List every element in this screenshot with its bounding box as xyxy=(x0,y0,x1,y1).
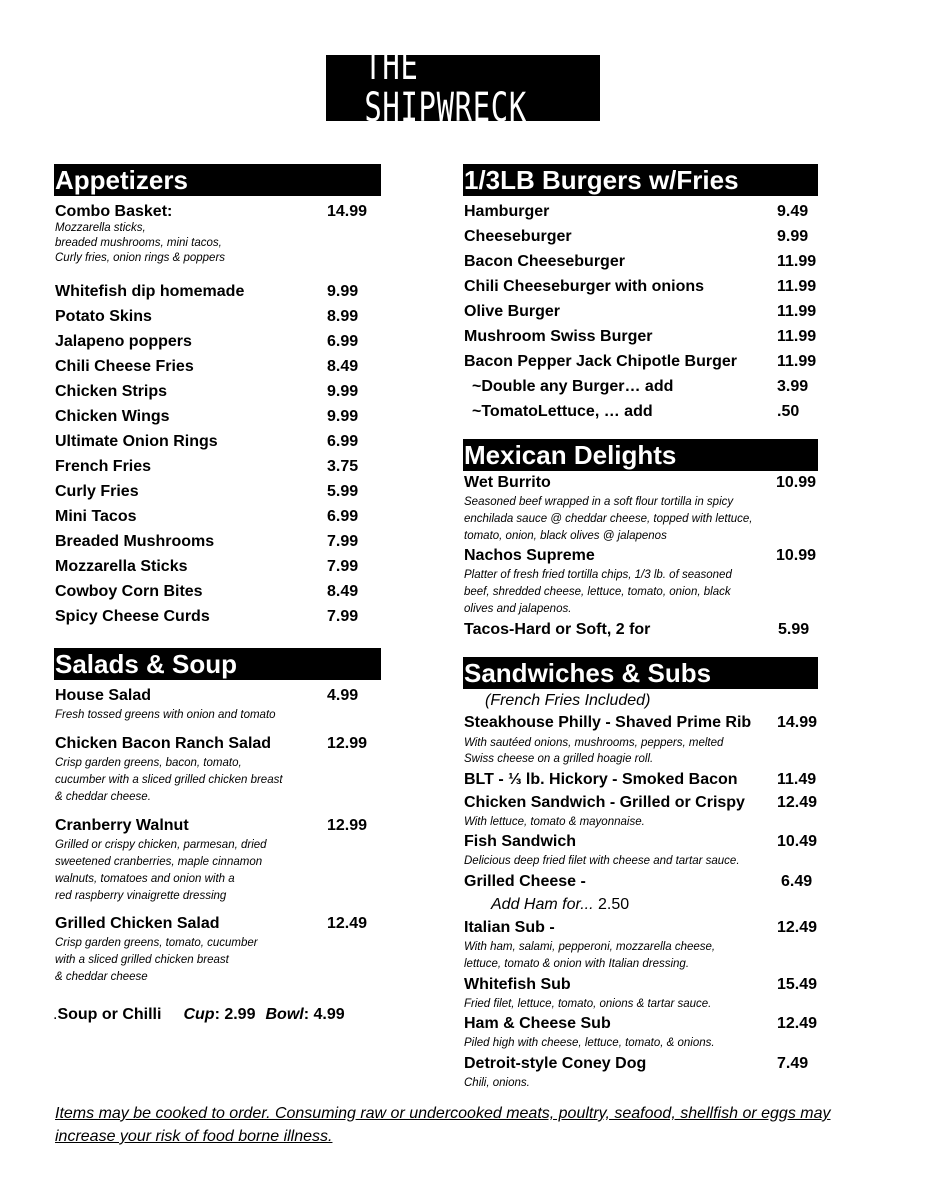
salad-desc: sweetened cranberries, maple cinnamon xyxy=(55,856,263,868)
menu-item-price: 9.99 xyxy=(777,228,809,245)
sandwich-desc: With sautéed onions, mushrooms, peppers, melted xyxy=(464,737,724,749)
sandwich-price: 11.49 xyxy=(777,771,817,788)
logo xyxy=(326,42,600,131)
menu-item-price: 3.99 xyxy=(777,378,809,395)
menu-item-price: 6.99 xyxy=(327,508,359,525)
salad-name: Cranberry Walnut xyxy=(55,817,189,834)
sandwich-name: Italian Sub - xyxy=(464,919,555,936)
mexican-item-desc: enchilada sauce @ cheddar cheese, topped with lettuce, xyxy=(464,513,753,525)
menu-item-name: Curly Fries xyxy=(55,483,139,500)
sandwich-name: Chicken Sandwich - Grilled or Crispy xyxy=(464,794,745,811)
sandwich-name: BLT - ⅓ lb. Hickory - Smoked Bacon xyxy=(464,771,738,788)
mexican-item-desc: Platter of fresh fried tortilla chips, 1/3 lb. of seasoned xyxy=(464,569,732,581)
menu-item-price: 7.99 xyxy=(327,533,359,550)
salad-price: 12.99 xyxy=(327,735,368,752)
menu-item-price: 11.99 xyxy=(777,328,817,345)
menu-item-name: French Fries xyxy=(55,458,152,475)
menu-item-name: Potato Skins xyxy=(55,308,152,325)
logo-text: THE SHIPWRECK xyxy=(364,45,561,132)
menu-item-price: 8.49 xyxy=(327,358,359,375)
soup-bowl-label: Bowl xyxy=(265,1006,304,1023)
mexican-item-name: Wet Burrito xyxy=(464,474,551,491)
menu-item-name: Ultimate Onion Rings xyxy=(55,433,218,450)
food-safety-disclaimer: Items may be cooked to order. Consuming raw or undercooked meats, poultry, seafood, shellfish or eggs may increase your risk of food borne illness. xyxy=(55,1105,831,1145)
mexican-item-price: 10.99 xyxy=(776,547,817,564)
sandwich-price: 12.49 xyxy=(777,794,818,811)
combo-desc-2: breaded mushrooms, mini tacos, xyxy=(55,237,222,249)
menu-item-price: 9.49 xyxy=(777,203,809,220)
sandwich-name: Grilled Cheese - xyxy=(464,873,586,890)
salad-name: Chicken Bacon Ranch Salad xyxy=(55,735,272,752)
salad-desc: cucumber with a sliced grilled chicken breast xyxy=(55,774,283,786)
menu-item-name: Bacon Pepper Jack Chipotle Burger xyxy=(464,353,737,370)
mexican-item-desc: olives and jalapenos. xyxy=(464,603,572,615)
menu-item-name: Bacon Cheeseburger xyxy=(464,253,625,270)
combo-price: 14.99 xyxy=(327,203,368,220)
menu-item-name: ~TomatoLettuce, … add xyxy=(472,403,653,420)
menu-item-name: Spicy Cheese Curds xyxy=(55,608,210,625)
menu-item-name: Hamburger xyxy=(464,203,550,220)
soup-cup-label: Cup xyxy=(183,1006,215,1023)
combo-desc-1: Mozzarella sticks, xyxy=(55,222,146,234)
menu-item-name: Cowboy Corn Bites xyxy=(55,583,203,600)
menu-item-price: 9.99 xyxy=(327,383,359,400)
menu-item-price: 11.99 xyxy=(777,253,817,270)
appetizers-header: Appetizers xyxy=(54,164,381,196)
mexican-header: Mexican Delights xyxy=(463,439,818,471)
sandwich-name: Detroit-style Coney Dog xyxy=(464,1055,647,1072)
menu-item-name: Mushroom Swiss Burger xyxy=(464,328,653,345)
soup-line xyxy=(53,1006,345,1024)
menu-item-name: Mozzarella Sticks xyxy=(55,558,188,575)
soup-cup-price: : 2.99 xyxy=(214,1006,256,1023)
menu-item-price: 3.75 xyxy=(327,458,359,475)
sandwich-name: Ham & Cheese Sub xyxy=(464,1015,611,1032)
menu-item-name: Whitefish dip homemade xyxy=(55,283,245,300)
sandwich-desc: With ham, salami, pepperoni, mozzarella cheese, xyxy=(464,941,716,953)
menu-item-price: 9.99 xyxy=(327,283,359,300)
salad-desc: & cheddar cheese. xyxy=(55,791,151,803)
salad-price: 4.99 xyxy=(327,687,359,704)
salad-price: 12.99 xyxy=(327,817,368,834)
sandwich-price: 15.49 xyxy=(777,976,818,993)
salad-price: 12.49 xyxy=(327,915,368,932)
sandwich-price: 10.49 xyxy=(777,833,818,850)
sandwich-desc: Fried filet, lettuce, tomato, onions & tartar sauce. xyxy=(464,998,712,1010)
menu-item-name: Chili Cheese Fries xyxy=(55,358,194,375)
sandwiches-subtitle: (French Fries Included) xyxy=(485,692,651,709)
mexican-item-desc: Seasoned beef wrapped in a soft flour tortilla in spicy xyxy=(464,496,734,508)
sandwich-name: Steakhouse Philly - Shaved Prime Rib xyxy=(464,714,752,731)
menu-item-price: 6.99 xyxy=(327,433,359,450)
soup-name: Soup or Chilli xyxy=(57,1006,162,1023)
sandwich-price: 7.49 xyxy=(777,1055,809,1072)
menu-item-name: Chicken Wings xyxy=(55,408,170,425)
menu-item-price: 11.99 xyxy=(777,303,817,320)
menu-item-price: 11.99 xyxy=(777,278,817,295)
ham-addon xyxy=(491,896,629,914)
mexican-item-name: Tacos-Hard or Soft, 2 for xyxy=(464,621,651,638)
salad-desc: Fresh tossed greens with onion and tomato xyxy=(55,709,276,721)
sandwich-price: 14.99 xyxy=(777,714,818,731)
menu-item-name: Jalapeno poppers xyxy=(55,333,192,350)
mexican-item-price: 10.99 xyxy=(776,474,817,491)
menu-item-name: ~Double any Burger… add xyxy=(472,378,674,395)
menu-item-name: Chili Cheeseburger with onions xyxy=(464,278,705,295)
ham-addon-price: 2.50 xyxy=(593,896,630,913)
mexican-item-name: Nachos Supreme xyxy=(464,547,595,564)
menu-item-name: Mini Tacos xyxy=(55,508,137,525)
menu-item-price: .50 xyxy=(777,403,800,420)
soup-prefix: . xyxy=(53,1006,58,1023)
salad-desc: Crisp garden greens, bacon, tomato, xyxy=(55,757,242,769)
sandwich-desc: lettuce, tomato & onion with Italian dressing. xyxy=(464,958,690,970)
sandwich-desc: Delicious deep fried filet with cheese and tartar sauce. xyxy=(464,855,740,867)
menu-item-price: 6.99 xyxy=(327,333,359,350)
menu-item-price: 7.99 xyxy=(327,608,359,625)
menu-item-name: Chicken Strips xyxy=(55,383,168,400)
menu-item-price: 11.99 xyxy=(777,353,817,370)
ham-addon-label: Add Ham for... xyxy=(491,896,594,913)
soup-bowl-price: : 4.99 xyxy=(303,1006,345,1023)
mexican-item-desc: tomato, onion, black olives @ jalapenos xyxy=(464,530,667,542)
sandwich-price: 12.49 xyxy=(777,1015,818,1032)
sandwiches-header: Sandwiches & Subs xyxy=(463,657,818,689)
sandwich-name: Whitefish Sub xyxy=(464,976,571,993)
menu-item-price: 8.49 xyxy=(327,583,359,600)
sandwich-price: 6.49 xyxy=(781,873,813,890)
sandwich-desc: With lettuce, tomato & mayonnaise. xyxy=(464,816,645,828)
sandwich-desc: Swiss cheese on a grilled hoagie roll. xyxy=(464,753,654,765)
menu-item-name: Cheeseburger xyxy=(464,228,572,245)
salad-name: House Salad xyxy=(55,687,152,704)
menu-item-price: 9.99 xyxy=(327,408,359,425)
salad-desc: & cheddar cheese xyxy=(55,971,148,983)
salad-desc: Grilled or crispy chicken, parmesan, dried xyxy=(55,839,267,851)
burgers-header: 1/3LB Burgers w/Fries xyxy=(463,164,818,196)
sandwich-price: 12.49 xyxy=(777,919,818,936)
menu-item-name: Olive Burger xyxy=(464,303,561,320)
mexican-item-desc: beef, shredded cheese, lettuce, tomato, onion, black xyxy=(464,586,731,598)
combo-desc-3: Curly fries, onion rings & poppers xyxy=(55,252,226,264)
menu-item-price: 5.99 xyxy=(327,483,359,500)
menu-item-name: Breaded Mushrooms xyxy=(55,533,215,550)
sandwich-desc: Piled high with cheese, lettuce, tomato, & onions. xyxy=(464,1037,715,1049)
salad-desc: Crisp garden greens, tomato, cucumber xyxy=(55,937,258,949)
salad-desc: walnuts, tomatoes and onion with a xyxy=(55,873,235,885)
salad-desc: red raspberry vinaigrette dressing xyxy=(55,890,227,902)
mexican-item-price: 5.99 xyxy=(778,621,810,638)
menu-item-price: 7.99 xyxy=(327,558,359,575)
combo-name: Combo Basket: xyxy=(55,203,173,220)
sandwich-desc: Chili, onions. xyxy=(464,1077,530,1089)
salad-desc: with a sliced grilled chicken breast xyxy=(55,954,229,966)
menu-item-price: 8.99 xyxy=(327,308,359,325)
sandwich-name: Fish Sandwich xyxy=(464,833,577,850)
salads-header: Salads & Soup xyxy=(54,648,381,680)
salad-name: Grilled Chicken Salad xyxy=(55,915,220,932)
